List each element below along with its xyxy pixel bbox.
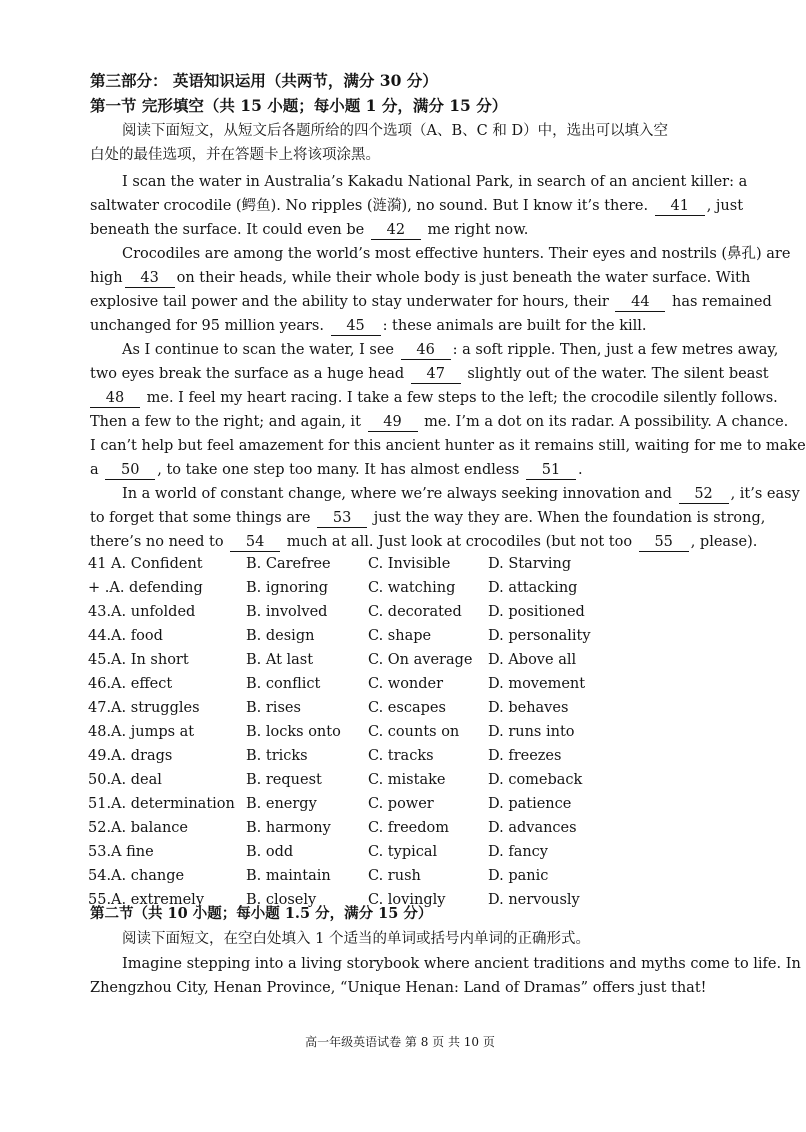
option-a: 50.A. deal: [88, 772, 162, 788]
option-c: C. decorated: [368, 604, 462, 620]
blank-48: 48: [90, 390, 140, 408]
passage-text: much at all. Just look at crocodiles (but not too: [286, 534, 633, 550]
passage-text: high: [90, 270, 123, 286]
passage-p3-line1: [122, 340, 779, 360]
passage-text: As I continue to scan the water, I see: [122, 342, 395, 358]
passage-text: , to take one step too many. It has almost endless: [157, 462, 520, 478]
passage-text: , just: [706, 198, 744, 214]
option-b: B. locks onto: [246, 724, 341, 740]
passage-text: to forget that some things are: [90, 510, 311, 526]
option-c: C. freedom: [368, 820, 450, 836]
option-d: D. fancy: [488, 844, 548, 860]
option-c: C. rush: [368, 868, 421, 884]
passage-p3-line4: [90, 412, 789, 432]
option-b: B. rises: [246, 700, 301, 716]
passage-p2-line3: [90, 292, 772, 312]
option-b: B. energy: [246, 796, 317, 812]
option-d: D. behaves: [488, 700, 569, 716]
option-c: C. tracks: [368, 748, 434, 764]
option-b: B. maintain: [246, 868, 331, 884]
option-b: B. At last: [246, 652, 314, 668]
option-b: B. ignoring: [246, 580, 329, 596]
passage-text: has remained: [672, 294, 772, 310]
blank-42: 42: [371, 222, 421, 240]
option-a: + .A. defending: [88, 580, 203, 596]
option-c: C. shape: [368, 628, 432, 644]
option-a: 54.A. change: [88, 868, 185, 884]
option-d: D. Above all: [488, 652, 577, 668]
blank-50: 50: [105, 462, 155, 480]
blank-45: 45: [331, 318, 381, 336]
option-a: 41 A. Confident: [88, 556, 203, 572]
option-c: C. power: [368, 796, 434, 812]
option-b: B. involved: [246, 604, 328, 620]
passage-text: me. I feel my heart racing. I take a few steps to the left; the crocodile silently follows.: [146, 390, 778, 406]
option-c: C. escapes: [368, 700, 446, 716]
blank-55: 55: [639, 534, 689, 552]
option-b: B. tricks: [246, 748, 308, 764]
passage-text: , please).: [690, 534, 758, 550]
passage-text: me right now.: [427, 222, 529, 238]
passage-p2-line4: [90, 316, 710, 336]
passage-p2-line1: Crocodiles are among the world’s most effective hunters. Their eyes and nostrils (鼻孔) are: [122, 246, 791, 262]
passage-p3-line6: [90, 460, 710, 480]
passage-text: me. I’m a dot on its radar. A possibility. A chance.: [424, 414, 789, 430]
option-a: 52.A. balance: [88, 820, 188, 836]
blank-47: 47: [411, 366, 461, 384]
option-b: B. conflict: [246, 676, 321, 692]
option-a: 44.A. food: [88, 628, 163, 644]
passage-p3-line5: I can’t help but feel amazement for this ancient hunter as it remains still, waiting for me to make: [90, 438, 806, 454]
blank-53: 53: [317, 510, 367, 528]
section2-passage-line2: Zhengzhou City, Henan Province, “Unique Henan: Land of Dramas” offers just that!: [90, 980, 707, 996]
passage-text: , it’s easy: [730, 486, 800, 502]
option-d: D. advances: [488, 820, 577, 836]
option-d: D. attacking: [488, 580, 578, 596]
blank-49: 49: [368, 414, 418, 432]
blank-46: 46: [401, 342, 451, 360]
option-d: D. panic: [488, 868, 549, 884]
option-a: 55.A. extremely: [88, 892, 205, 908]
option-d: D. comeback: [488, 772, 583, 788]
section1-heading: 第一节 完形填空（共 15 小题；每小题 1 分，满分 15 分）: [90, 96, 508, 115]
blank-41: 41: [655, 198, 705, 216]
option-d: D. nervously: [488, 892, 580, 908]
section2-heading: 第二节（共 10 小题；每小题 1.5 分，满分 15 分）: [90, 905, 433, 922]
passage-text: .: [577, 462, 583, 478]
passage-text: unchanged for 95 million years.: [90, 318, 324, 334]
option-b: B. closely: [246, 892, 317, 908]
section2-passage-line1: Imagine stepping into a living storybook where ancient traditions and myths come to life. In: [122, 956, 801, 972]
passage-text: there’s no need to: [90, 534, 224, 550]
page-footer: 高一年级英语试卷 第 8 页 共 10 页: [305, 1035, 495, 1049]
passage-text: on their heads, while their whole body is just beneath the water surface. With: [176, 270, 751, 286]
option-c: C. watching: [368, 580, 456, 596]
blank-52: 52: [679, 486, 729, 504]
blank-44: 44: [615, 294, 665, 312]
option-b: B. Carefree: [246, 556, 331, 572]
passage-text: : these animals are built for the kill.: [382, 318, 647, 334]
option-c: C. wonder: [368, 676, 444, 692]
passage-p3-line3: [90, 388, 778, 408]
passage-text: explosive tail power and the ability to stay underwater for hours, their: [90, 294, 609, 310]
passage-p4-line1: [122, 484, 800, 504]
option-a: 46.A. effect: [88, 676, 173, 692]
section1-instruction-line1: 阅读下面短文，从短文后各题所给的四个选项（A、B、C 和 D）中，选出可以填入空: [122, 123, 669, 139]
passage-p1-line1: I scan the water in Australia’s Kakadu National Park, in search of an ancient killer: a: [122, 174, 748, 190]
passage-text: a: [90, 462, 99, 478]
section1-instruction-line2: 白处的最佳选项，并在答题卡上将该项涂黑。: [90, 147, 380, 163]
passage-p1-line2: [90, 196, 744, 216]
passage-p3-line2: [90, 364, 769, 384]
option-a: 53.A fine: [88, 844, 154, 860]
option-c: C. lovingly: [368, 892, 446, 908]
option-b: B. odd: [246, 844, 294, 860]
passage-p4-line2: [90, 508, 766, 528]
passage-p2-line2: [90, 268, 751, 288]
passage-text: Then a few to the right; and again, it: [90, 414, 361, 430]
option-c: C. On average: [368, 652, 473, 668]
section2-instruction: 阅读下面短文，在空白处填入 1 个适当的单词或括号内单词的正确形式。: [122, 931, 590, 947]
passage-text: two eyes break the surface as a huge head: [90, 366, 405, 382]
option-a: 47.A. struggles: [88, 700, 200, 716]
option-d: D. movement: [488, 676, 586, 692]
option-b: B. request: [246, 772, 322, 788]
option-d: D. positioned: [488, 604, 585, 620]
option-c: C. Invisible: [368, 556, 451, 572]
passage-text: slightly out of the water. The silent beast: [467, 366, 769, 382]
option-a: 48.A. jumps at: [88, 724, 195, 740]
option-d: D. patience: [488, 796, 572, 812]
option-d: D. freezes: [488, 748, 562, 764]
option-b: B. design: [246, 628, 315, 644]
option-d: D. personality: [488, 628, 591, 644]
option-a: 51.A. determination: [88, 796, 235, 812]
option-c: C. counts on: [368, 724, 460, 740]
part-heading: 第三部分： 英语知识运用（共两节，满分 30 分）: [90, 71, 438, 90]
passage-text: In a world of constant change, where we’re always seeking innovation and: [122, 486, 672, 502]
option-a: 49.A. drags: [88, 748, 173, 764]
passage-text: just the way they are. When the foundation is strong,: [373, 510, 766, 526]
passage-text: beneath the surface. It could even be: [90, 222, 365, 238]
passage-text: : a soft ripple. Then, just a few metres away,: [452, 342, 779, 358]
option-a: 45.A. In short: [88, 652, 189, 668]
blank-54: 54: [230, 534, 280, 552]
option-b: B. harmony: [246, 820, 331, 836]
passage-p4-line3: [90, 532, 758, 552]
option-c: C. typical: [368, 844, 438, 860]
blank-43: 43: [125, 270, 175, 288]
option-a: 43.A. unfolded: [88, 604, 196, 620]
blank-51: 51: [526, 462, 576, 480]
option-d: D. Starving: [488, 556, 572, 572]
option-c: C. mistake: [368, 772, 446, 788]
passage-text: saltwater crocodile (鳄鱼). No ripples (涟漪), no sound. But I know it’s there.: [90, 198, 649, 214]
option-d: D. runs into: [488, 724, 575, 740]
passage-p1-line3: [90, 220, 710, 240]
